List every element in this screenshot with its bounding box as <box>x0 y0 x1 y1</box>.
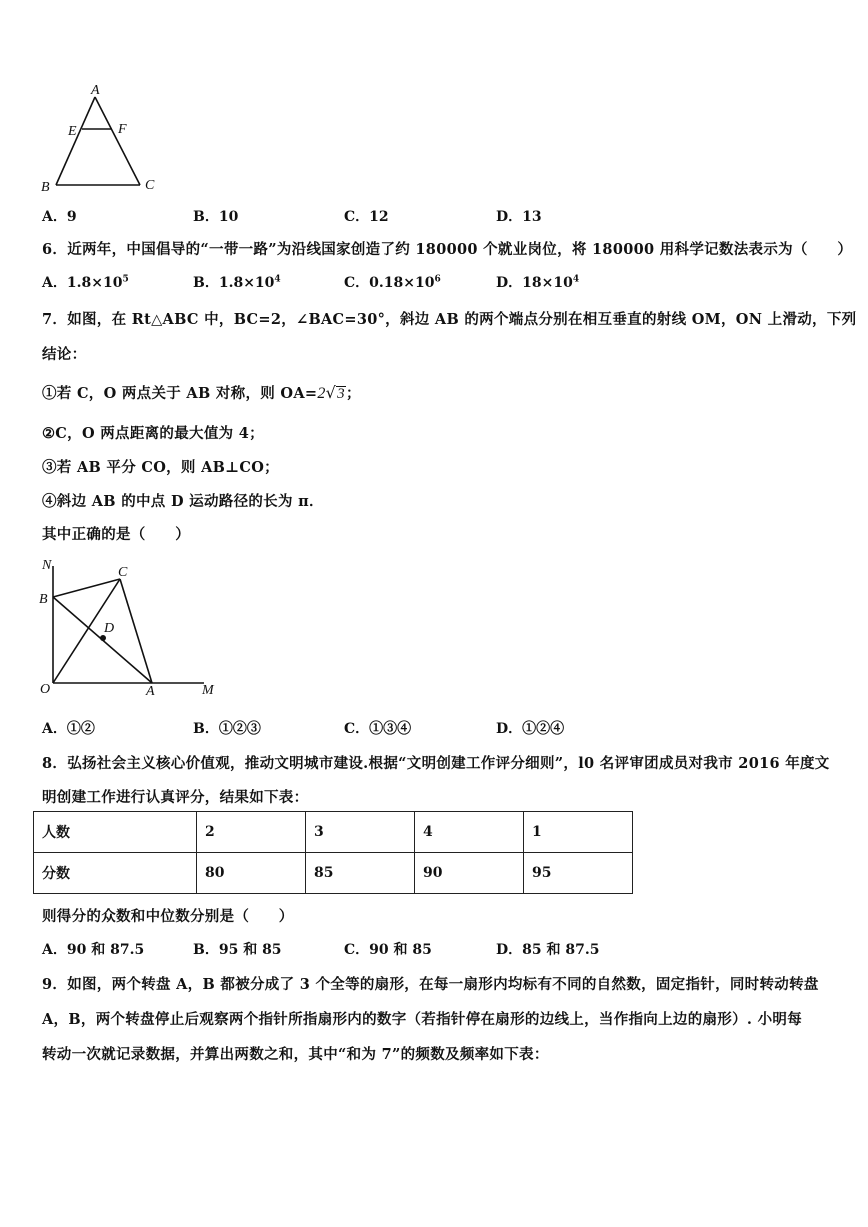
q9-line3: 转动一次就记录数据，并算出两数之和，其中“和为 7”的频数及频率如下表： <box>42 1046 549 1063</box>
label-E: E <box>68 124 77 139</box>
q7-statement-3: ③若 AB 平分 CO，则 AB⊥CO； <box>42 459 279 476</box>
q8-option-d: D．85 和 87.5 <box>496 942 600 958</box>
q7-line2: 结论： <box>42 346 87 363</box>
q9-line1: 9．如图，两个转盘 A，B 都被分成了 3 个全等的扇形，在每一扇形内均标有不同的自然数，固定指针，同时转动转盘 <box>42 976 819 993</box>
q9-line2: A，B，两个转盘停止后观察两个指针所指扇形内的数字（若指针停在扇形的边线上，当作指向上边的扇形）. 小明每 <box>42 1011 802 1028</box>
q7-statement-1: ①若 C，O 两点关于 AB 对称，则 OA=2√3； <box>42 383 361 402</box>
label-C: C <box>118 565 128 580</box>
table-cell: 1 <box>524 812 633 853</box>
q7-line1: 7．如图，在 Rt△ABC 中，BC=2，∠BAC=30°，斜边 AB 的两个端点分别在相互垂直的射线 OM，ON 上滑动，下列 <box>42 311 857 328</box>
table-cell: 80 <box>197 853 306 894</box>
sliding-triangle-figure <box>34 552 224 702</box>
q6-option-a: A．$1.8\times 10^5$ <box>42 274 129 291</box>
q7-option-a: A．①② <box>42 721 95 737</box>
table-row <box>34 853 633 894</box>
table-cell: 90 <box>415 853 524 894</box>
q6-option-d: D．$18\times 10^4$ <box>496 274 580 291</box>
label-N: N <box>42 558 52 573</box>
score-table <box>33 811 633 894</box>
label-M: M <box>202 683 214 698</box>
q7-statement-2: ②C，O 两点距离的最大值为 4； <box>42 425 264 442</box>
table-cell: 95 <box>524 853 633 894</box>
label-A: A <box>91 83 100 98</box>
q7-statement-4: ④斜边 AB 的中点 D 运动路径的长为 π． <box>42 493 324 510</box>
table-cell: 分数 <box>34 853 197 894</box>
label-B: B <box>41 180 50 195</box>
triangle-figure <box>36 80 166 195</box>
q7-option-b: B．①②③ <box>193 721 261 737</box>
q7-option-d: D．①②④ <box>496 721 565 737</box>
table-cell: 4 <box>415 812 524 853</box>
q8-option-a: A．90 和 87.5 <box>42 942 145 958</box>
q6-option-b: B．$1.8\times 10^4$ <box>193 274 281 291</box>
label-C: C <box>145 178 155 193</box>
q8-line2: 明创建工作进行认真评分，结果如下表： <box>42 789 309 806</box>
table-cell: 2 <box>197 812 306 853</box>
table-row <box>34 812 633 853</box>
label-B: B <box>39 592 48 607</box>
q8-line1: 8．弘扬社会主义核心价值观，推动文明城市建设.根据“文明创建工作评分细则”，l0 名评审团成员对我市 2016 年度文 <box>42 755 830 772</box>
q8-option-c: C．90 和 85 <box>344 942 432 958</box>
q5-option-a: A．9 <box>42 209 77 225</box>
q5-option-d: D．13 <box>496 209 542 225</box>
q7-option-c: C．①③④ <box>344 721 412 737</box>
label-A: A <box>146 684 155 699</box>
q8-question: 则得分的众数和中位数分别是（ ） <box>42 908 294 925</box>
q8-option-b: B．95 和 85 <box>193 942 282 958</box>
q5-option-c: C．12 <box>344 209 389 225</box>
label-O: O <box>40 682 51 697</box>
q5-option-b: B．10 <box>193 209 239 225</box>
q7-question: 其中正确的是（ ） <box>42 526 190 543</box>
label-D: D <box>104 621 115 636</box>
q6-option-c: C．$0.18\times 10^6$ <box>344 274 441 291</box>
table-cell: 3 <box>306 812 415 853</box>
q6-text: 6．近两年，中国倡导的“一带一路”为沿线国家创造了约 180000 个就业岗位，将 180000 用科学记数法表示为（ ） <box>42 241 853 258</box>
table-cell: 人数 <box>34 812 197 853</box>
label-F: F <box>118 122 127 137</box>
table-cell: 85 <box>306 853 415 894</box>
